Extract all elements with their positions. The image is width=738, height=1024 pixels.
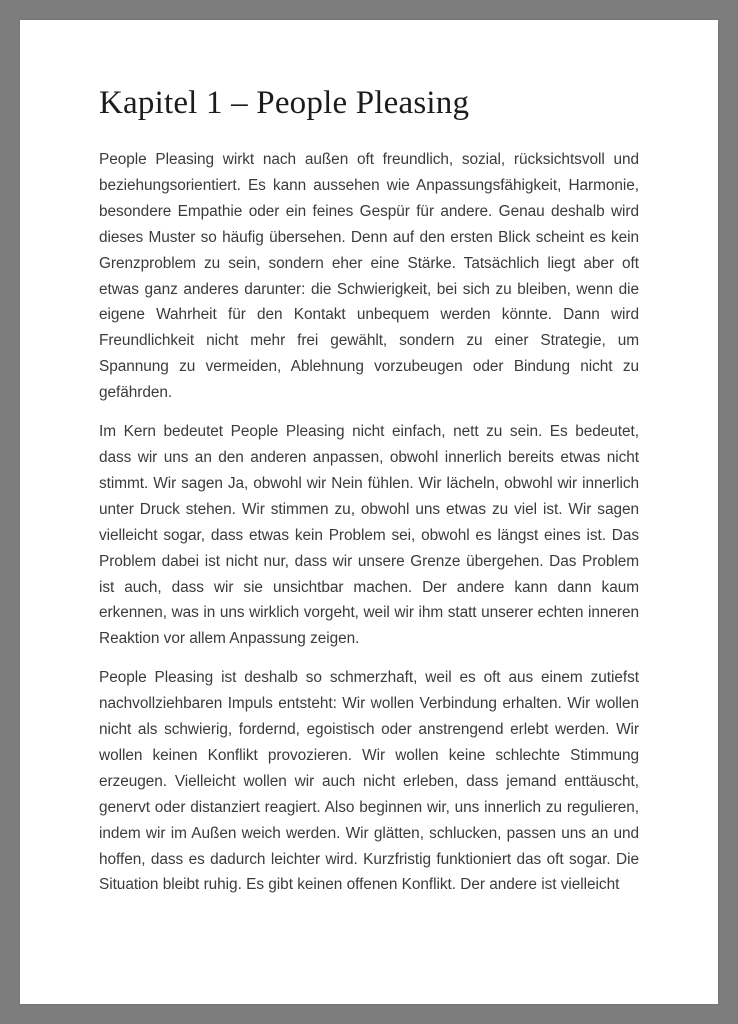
body-paragraph-2: Im Kern bedeutet People Pleasing nicht einfach, nett zu sein. Es bedeutet, dass wir uns an den anderen anpassen, obwohl innerlich bereits etwas nicht stimmt. Wir sagen Ja, obwohl wir Nein fühlen. Wir lächeln, obwohl wir innerlich unter Druck stehen. Wir stimmen zu, obwohl uns etwas zu viel ist. Wir sagen vielleicht sogar, dass etwas kein Problem sei, obwohl es längst eines ist. Das Problem dabei ist nicht nur, dass wir unsere Grenze übergehen. Das Problem ist auch, dass wir sie unsichtbar machen. Der andere kann dann kaum erkennen, was in uns wirklich vorgeht, weil wir ihm statt unserer echten inneren Reaktion vor allem Anpassung zeigen.: [99, 423, 639, 648]
chapter-title: Kapitel 1 – People Pleasing: [99, 85, 470, 121]
page-content-column: [99, 83, 639, 898]
body-paragraph-1: People Pleasing wirkt nach außen oft freundlich, sozial, rücksichtsvoll und beziehungsorientiert. Es kann aussehen wie Anpassungsfähigkeit, Harmonie, besondere Empathie oder ein feines Gespür für andere. Genau deshalb wird dieses Muster so häufig übersehen. Denn auf den ersten Blick scheint es kein Grenzproblem zu sein, sondern eher eine Stärke. Tatsächlich liegt aber oft etwas ganz anderes darunter: die Schwierigkeit, bei sich zu bleiben, wenn die eigene Wahrheit für den Kontakt unbequem werden könnte. Dann wird Freundlichkeit nicht mehr frei gewählt, sondern zu einer Strategie, um Spannung zu vermeiden, Ablehnung vorzubeugen oder Bindung nicht zu gefährden.: [99, 151, 639, 402]
body-paragraph-3: People Pleasing ist deshalb so schmerzhaft, weil es oft aus einem zutiefst nachvollziehbaren Impuls entsteht: Wir wollen Verbindung erhalten. Wir wollen nicht als schwierig, fordernd, egoistisch oder anstrengend erlebt werden. Wir wollen keinen Konflikt provozieren. Wir wollen keine schlechte Stimmung erzeugen. Vielleicht wollen wir auch nicht erleben, dass jemand enttäuscht, genervt oder distanziert reagiert. Also beginnen wir, uns innerlich zu regulieren, indem wir im Außen weich werden. Wir glätten, schlucken, passen uns an und hoffen, dass es dadurch leichter wird. Kurzfristig funktioniert das oft sogar. Die Situation bleibt ruhig. Es gibt keinen offenen Konflikt. Der andere ist vielleicht: [99, 669, 639, 894]
document-page: [20, 20, 718, 1004]
